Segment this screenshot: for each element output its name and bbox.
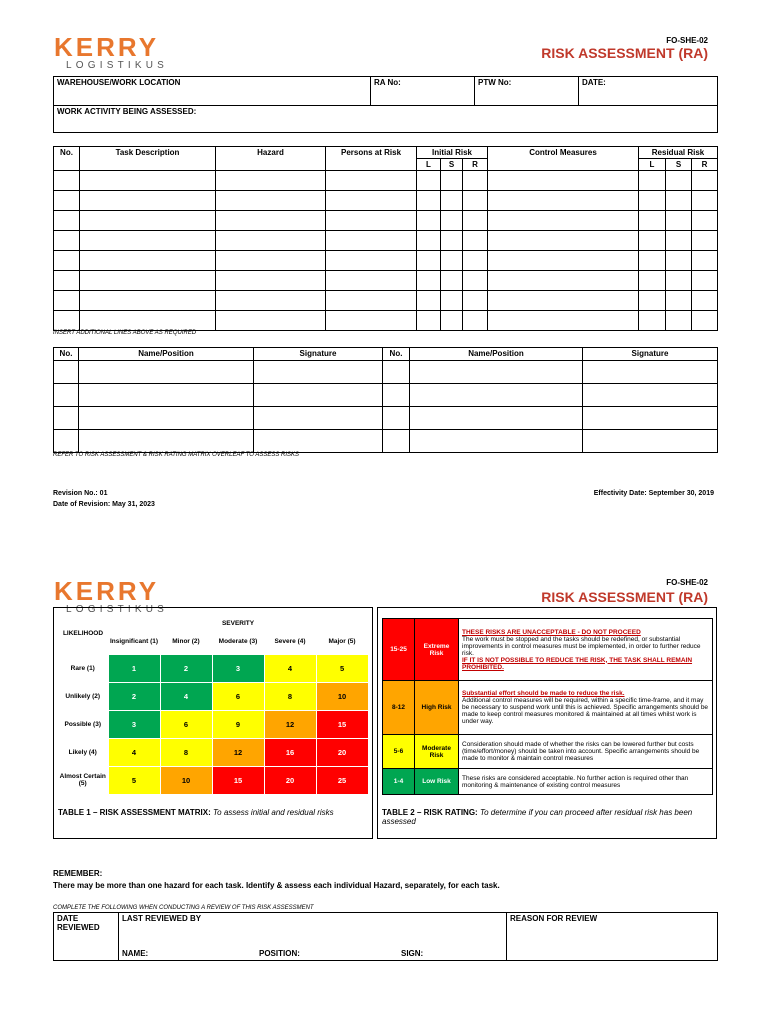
matrix-caption-bold: TABLE 1 – RISK ASSESSMENT MATRIX:	[58, 808, 211, 817]
ptw-no-field[interactable]	[475, 77, 579, 106]
task-cell[interactable]	[326, 231, 417, 251]
task-cell[interactable]	[80, 171, 216, 191]
task-cell[interactable]	[666, 171, 692, 191]
review-note: COMPLETE THE FOLLOWING WHEN CONDUCTING A REVIEW OF THIS RISK ASSESSMENT	[53, 905, 314, 911]
location-field[interactable]	[54, 77, 371, 106]
task-cell[interactable]	[54, 211, 80, 231]
task-cell[interactable]	[463, 271, 488, 291]
signature-cell[interactable]	[383, 430, 410, 453]
task-cell[interactable]	[692, 191, 718, 211]
rating-description	[459, 769, 713, 795]
task-cell[interactable]	[54, 251, 80, 271]
risk-rating-table	[382, 618, 713, 795]
task-cell[interactable]	[463, 251, 488, 271]
rating-description	[459, 735, 713, 769]
task-cell[interactable]	[216, 211, 326, 231]
matrix-cell: 6	[160, 710, 212, 738]
task-cell[interactable]	[417, 171, 441, 191]
page-title: RISK ASSESSMENT (RA)	[541, 45, 708, 61]
task-cell[interactable]	[54, 291, 80, 311]
matrix-cell: 20	[264, 766, 316, 794]
task-cell[interactable]	[216, 231, 326, 251]
likelihood-row-label: Unlikely (2)	[58, 682, 108, 710]
matrix-cell: 9	[212, 710, 264, 738]
rating-extra: IF IT IS NOT POSSIBLE TO REDUCE THE RISK, THE TASK SHALL REMAIN PROHIBITED.	[462, 656, 693, 671]
task-cell[interactable]	[463, 211, 488, 231]
matrix-cell: 3	[212, 654, 264, 682]
matrix-row	[58, 654, 368, 682]
task-cell[interactable]	[216, 311, 326, 331]
signature-cell[interactable]	[54, 407, 79, 430]
task-cell[interactable]	[216, 171, 326, 191]
date-reviewed-field[interactable]	[54, 913, 119, 961]
task-cell[interactable]	[54, 271, 80, 291]
matrix-cell: 15	[316, 710, 368, 738]
col-task: Task Description	[80, 147, 216, 171]
task-cell[interactable]	[441, 271, 463, 291]
rating-level: Low Risk	[415, 769, 459, 795]
page-title-2: RISK ASSESSMENT (RA)	[541, 589, 708, 605]
task-cell[interactable]	[639, 171, 666, 191]
activity-label: WORK ACTIVITY BEING ASSESSED:	[57, 107, 197, 116]
signature-row	[54, 407, 718, 430]
matrix-cell: 6	[212, 682, 264, 710]
task-row	[54, 271, 718, 291]
logo-main-text: KERRY	[54, 32, 160, 62]
signature-cell[interactable]	[583, 407, 718, 430]
task-cell[interactable]	[639, 311, 666, 331]
matrix-cell: 20	[316, 738, 368, 766]
signature-cell[interactable]	[79, 407, 254, 430]
task-cell[interactable]	[463, 191, 488, 211]
signature-cell[interactable]	[254, 384, 383, 407]
task-cell[interactable]	[488, 271, 639, 291]
sign-label: SIGN:	[401, 949, 424, 958]
rating-range: 15-25	[383, 619, 415, 681]
likelihood-label: LIKELIHOOD	[58, 630, 108, 654]
severity-col-3: Moderate (3)	[212, 630, 264, 654]
task-row	[54, 251, 718, 271]
task-cell[interactable]	[639, 291, 666, 311]
risk-matrix-box	[53, 604, 373, 839]
signature-cell[interactable]	[410, 361, 583, 384]
sig-col-no-1: No.	[54, 348, 79, 361]
task-cell[interactable]	[463, 291, 488, 311]
signature-table-note: REFER TO RISK ASSESSMENT & RISK RATING MATRIX OVERLEAF TO ASSESS RISKS	[53, 452, 300, 458]
task-cell[interactable]	[216, 191, 326, 211]
rating-caption	[382, 808, 712, 826]
task-cell[interactable]	[692, 171, 718, 191]
risk-matrix	[58, 616, 369, 795]
logo-sub-text-2: LOGISTIKUS	[66, 604, 169, 615]
task-table-note: INSERT ADDITIONAL LINES ABOVE AS REQUIRED	[53, 330, 197, 336]
location-label: WAREHOUSE/WORK LOCATION	[57, 78, 181, 87]
task-cell[interactable]	[441, 191, 463, 211]
signature-cell[interactable]	[383, 407, 410, 430]
rating-text: These risks are considered acceptable. No further action is required other than monitoring & maintenance of existing control measures	[462, 774, 689, 789]
matrix-cell: 1	[108, 654, 160, 682]
signature-rows	[54, 361, 718, 453]
matrix-cell: 4	[264, 654, 316, 682]
signature-cell[interactable]	[54, 430, 79, 453]
matrix-cell: 3	[108, 710, 160, 738]
revision-no: Revision No.: 01	[53, 490, 108, 497]
task-cell[interactable]	[326, 311, 417, 331]
task-cell[interactable]	[417, 251, 441, 271]
remember-text: There may be more than one hazard for each task. Identify & assess each individual Hazard, separately, for each task.	[53, 881, 500, 890]
rating-row	[383, 769, 713, 795]
task-cell[interactable]	[441, 311, 463, 331]
signature-cell[interactable]	[583, 430, 718, 453]
task-cell[interactable]	[666, 291, 692, 311]
task-cell[interactable]	[326, 171, 417, 191]
task-cell[interactable]	[639, 271, 666, 291]
task-cell[interactable]	[692, 311, 718, 331]
matrix-cell: 8	[160, 738, 212, 766]
task-cell[interactable]	[216, 271, 326, 291]
task-cell[interactable]	[54, 171, 80, 191]
signature-cell[interactable]	[410, 407, 583, 430]
rating-row	[383, 619, 713, 681]
signature-cell[interactable]	[254, 361, 383, 384]
task-cell[interactable]	[639, 231, 666, 251]
rating-level: Extreme Risk	[415, 619, 459, 681]
logo-sub-text: LOGISTIKUS	[66, 60, 169, 71]
task-cell[interactable]	[80, 191, 216, 211]
col-initial-s: S	[441, 159, 463, 171]
ptw-no-label: PTW No:	[478, 78, 512, 87]
signature-row	[54, 430, 718, 453]
signature-table	[53, 347, 718, 453]
rating-heading: THESE RISKS ARE UNACCEPTABLE - DO NOT PROCEED	[462, 628, 641, 636]
risk-rating-box	[377, 607, 717, 839]
signature-cell[interactable]	[79, 361, 254, 384]
matrix-row	[58, 738, 368, 766]
likelihood-row-label: Possible (3)	[58, 710, 108, 738]
signature-cell[interactable]	[410, 430, 583, 453]
last-reviewed-field[interactable]	[119, 913, 507, 961]
date-reviewed-label: DATE REVIEWED	[57, 914, 100, 932]
task-table	[53, 146, 718, 331]
rating-caption-bold: TABLE 2 – RISK RATING:	[382, 808, 478, 817]
matrix-cell: 5	[108, 766, 160, 794]
matrix-caption-italic: To assess initial and residual risks	[210, 808, 334, 817]
effectivity-date: Effectivity Date: September 30, 2019	[593, 490, 714, 497]
signature-cell[interactable]	[54, 384, 79, 407]
matrix-cell: 25	[316, 766, 368, 794]
task-cell[interactable]	[417, 311, 441, 331]
task-cell[interactable]	[488, 171, 639, 191]
task-cell[interactable]	[326, 211, 417, 231]
signature-cell[interactable]	[54, 361, 79, 384]
task-cell[interactable]	[54, 191, 80, 211]
rating-description	[459, 681, 713, 735]
task-cell[interactable]	[692, 291, 718, 311]
ra-no-field[interactable]	[371, 77, 475, 106]
task-cell[interactable]	[80, 251, 216, 271]
rating-row	[383, 681, 713, 735]
task-cell[interactable]	[80, 291, 216, 311]
rating-level: High Risk	[415, 681, 459, 735]
col-residual-l: L	[639, 159, 666, 171]
signature-row	[54, 384, 718, 407]
task-cell[interactable]	[463, 311, 488, 331]
sig-col-no-2: No.	[383, 348, 410, 361]
sig-col-name-2: Name/Position	[410, 348, 583, 361]
matrix-cell: 12	[212, 738, 264, 766]
rating-text: The work must be stopped and the tasks should be redefined, or substantial improvements in control measures must be implemented, in order to further reduce risk.	[462, 635, 701, 657]
col-residual-s: S	[666, 159, 692, 171]
likelihood-row-label: Rare (1)	[58, 654, 108, 682]
matrix-row	[58, 682, 368, 710]
signature-row	[54, 361, 718, 384]
col-residual-r: R	[692, 159, 718, 171]
matrix-cell: 10	[316, 682, 368, 710]
task-cell[interactable]	[488, 291, 639, 311]
task-row	[54, 191, 718, 211]
rating-level: Moderate Risk	[415, 735, 459, 769]
rating-caption-italic: To determine if you can proceed after residual risk has been assessed	[382, 808, 693, 826]
task-cell[interactable]	[216, 251, 326, 271]
task-row	[54, 211, 718, 231]
task-cell[interactable]	[666, 191, 692, 211]
task-cell[interactable]	[441, 231, 463, 251]
signature-cell[interactable]	[254, 407, 383, 430]
form-code: FO-SHE-02	[666, 36, 708, 45]
signature-cell[interactable]	[383, 384, 410, 407]
info-table	[53, 76, 718, 133]
task-cell[interactable]	[417, 191, 441, 211]
matrix-caption	[58, 808, 370, 817]
task-cell[interactable]	[417, 291, 441, 311]
ra-no-label: RA No:	[374, 78, 401, 87]
col-initial-risk: Initial Risk	[417, 147, 488, 159]
task-cell[interactable]	[326, 271, 417, 291]
task-cell[interactable]	[326, 191, 417, 211]
task-cell[interactable]	[417, 271, 441, 291]
company-logo	[54, 34, 168, 71]
task-cell[interactable]	[417, 231, 441, 251]
task-cell[interactable]	[666, 311, 692, 331]
signature-cell[interactable]	[383, 361, 410, 384]
task-cell[interactable]	[326, 291, 417, 311]
matrix-cell: 12	[264, 710, 316, 738]
sig-col-signature-2: Signature	[583, 348, 718, 361]
severity-label: SEVERITY	[108, 616, 368, 630]
task-cell[interactable]	[80, 271, 216, 291]
rating-heading: Substantial effort should be made to reduce the risk.	[462, 690, 625, 697]
task-cell[interactable]	[488, 231, 639, 251]
col-initial-r: R	[463, 159, 488, 171]
date-label: DATE:	[582, 78, 606, 87]
task-cell[interactable]	[666, 271, 692, 291]
matrix-cell: 8	[264, 682, 316, 710]
name-label: NAME:	[122, 949, 149, 958]
severity-col-2: Minor (2)	[160, 630, 212, 654]
signature-cell[interactable]	[410, 384, 583, 407]
task-row	[54, 231, 718, 251]
task-cell[interactable]	[692, 211, 718, 231]
rating-text: Consideration should made of whether the risks can be lowered further but costs (time/effort/money) should be taken into account. Specific arrangements should be made to monitor & maintain control measures	[462, 741, 700, 762]
revision-date: Date of Revision: May 31, 2023	[53, 501, 155, 508]
task-cell[interactable]	[80, 211, 216, 231]
date-field[interactable]	[579, 77, 718, 106]
task-cell[interactable]	[639, 191, 666, 211]
position-label: POSITION:	[259, 949, 300, 958]
task-cell[interactable]	[417, 211, 441, 231]
task-row	[54, 311, 718, 331]
task-cell[interactable]	[639, 251, 666, 271]
activity-field[interactable]	[54, 106, 718, 133]
task-cell[interactable]	[463, 231, 488, 251]
form-code-2: FO-SHE-02	[666, 578, 708, 587]
rating-range: 5-6	[383, 735, 415, 769]
likelihood-row-label: Likely (4)	[58, 738, 108, 766]
rating-text: Additional control measures will be required, within a specific time-frame, and it may be necessary to suspend work until this is achieved. Specific arrangements should be made to keep control measures monitored & maintained at all times whilst work is under way.	[462, 697, 709, 725]
signature-cell[interactable]	[583, 384, 718, 407]
sig-col-name-1: Name/Position	[79, 348, 254, 361]
rating-body	[383, 619, 713, 795]
matrix-row	[58, 766, 368, 794]
col-initial-l: L	[417, 159, 441, 171]
col-persons: Persons at Risk	[326, 147, 417, 171]
task-cell[interactable]	[666, 251, 692, 271]
signature-cell[interactable]	[79, 430, 254, 453]
task-cell[interactable]	[441, 251, 463, 271]
reason-label: REASON FOR REVIEW	[510, 914, 598, 923]
task-cell[interactable]	[326, 251, 417, 271]
task-cell[interactable]	[441, 291, 463, 311]
matrix-cell: 4	[160, 682, 212, 710]
severity-col-5: Major (5)	[316, 630, 368, 654]
signature-cell[interactable]	[79, 384, 254, 407]
rating-row	[383, 735, 713, 769]
task-cell[interactable]	[54, 231, 80, 251]
task-rows	[54, 171, 718, 331]
task-cell[interactable]	[80, 311, 216, 331]
task-cell[interactable]	[488, 191, 639, 211]
task-cell[interactable]	[692, 231, 718, 251]
col-hazard: Hazard	[216, 147, 326, 171]
matrix-row	[58, 710, 368, 738]
task-row	[54, 291, 718, 311]
matrix-cell: 4	[108, 738, 160, 766]
last-reviewed-label: LAST REVIEWED BY	[122, 914, 202, 923]
matrix-cell: 2	[160, 654, 212, 682]
task-cell[interactable]	[666, 231, 692, 251]
task-cell[interactable]	[463, 171, 488, 191]
matrix-cell: 15	[212, 766, 264, 794]
likelihood-row-label: Almost Certain (5)	[58, 766, 108, 794]
task-cell[interactable]	[692, 251, 718, 271]
rating-range: 1-4	[383, 769, 415, 795]
matrix-body	[58, 654, 368, 794]
signature-cell[interactable]	[254, 430, 383, 453]
severity-col-4: Severe (4)	[264, 630, 316, 654]
matrix-cell: 5	[316, 654, 368, 682]
task-cell[interactable]	[488, 211, 639, 231]
task-cell[interactable]	[488, 251, 639, 271]
col-control: Control Measures	[488, 147, 639, 171]
signature-cell[interactable]	[583, 361, 718, 384]
matrix-cell: 16	[264, 738, 316, 766]
task-cell[interactable]	[80, 231, 216, 251]
task-cell[interactable]	[441, 211, 463, 231]
matrix-cell: 2	[108, 682, 160, 710]
task-cell[interactable]	[692, 271, 718, 291]
severity-col-1: Insignificant (1)	[108, 630, 160, 654]
logo-main-text-2: KERRY	[54, 576, 160, 606]
task-cell[interactable]	[54, 311, 80, 331]
task-cell[interactable]	[441, 171, 463, 191]
task-cell[interactable]	[666, 211, 692, 231]
matrix-cell: 10	[160, 766, 212, 794]
task-row	[54, 171, 718, 191]
rating-description	[459, 619, 713, 681]
task-cell[interactable]	[639, 211, 666, 231]
review-table	[53, 912, 718, 961]
rating-range: 8-12	[383, 681, 415, 735]
sig-col-signature-1: Signature	[254, 348, 383, 361]
col-no: No.	[54, 147, 80, 171]
task-cell[interactable]	[216, 291, 326, 311]
col-residual-risk: Residual Risk	[639, 147, 718, 159]
task-cell[interactable]	[488, 311, 639, 331]
remember-title: REMEMBER:	[53, 869, 103, 878]
reason-field[interactable]	[507, 913, 718, 961]
